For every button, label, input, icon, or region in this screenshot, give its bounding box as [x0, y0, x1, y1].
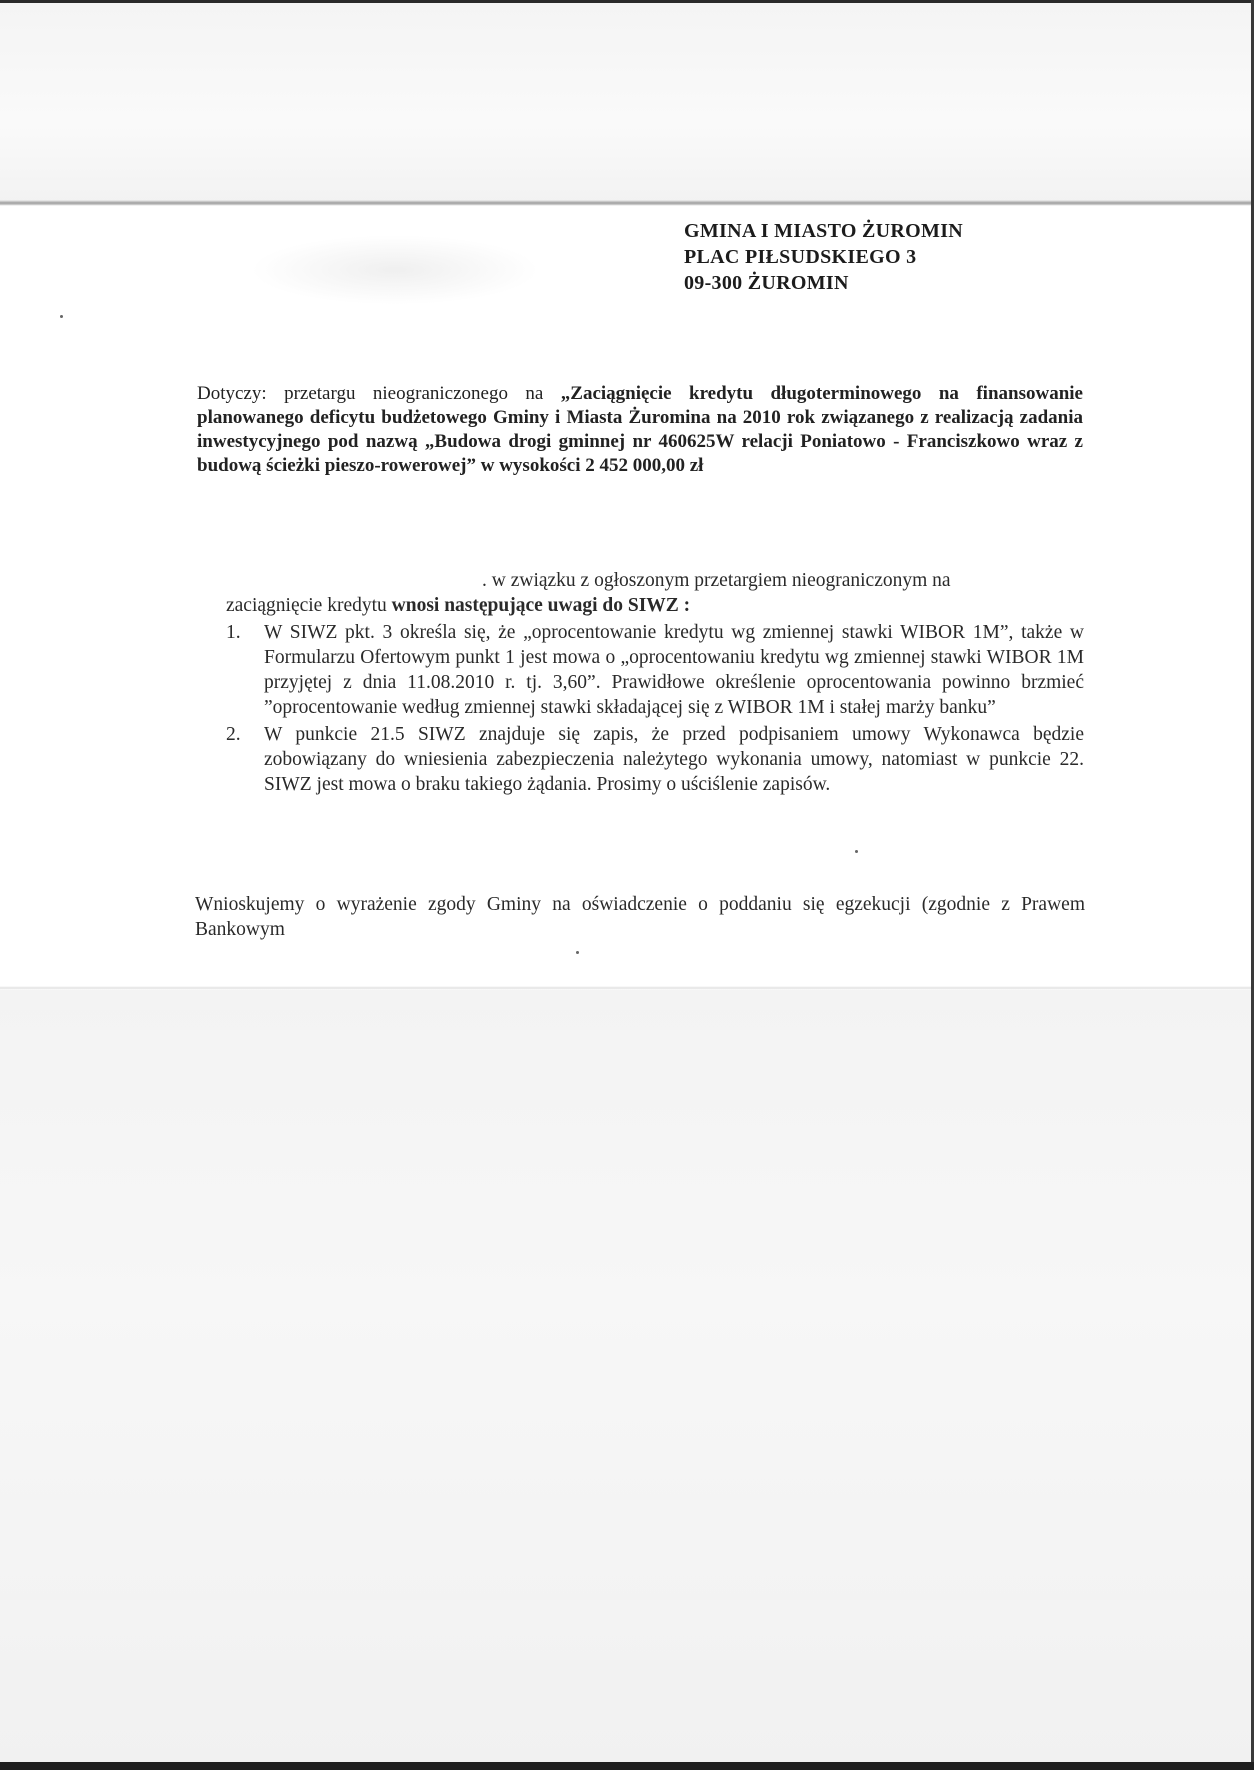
scan-top-shade [0, 0, 1254, 205]
intro-paragraph [226, 568, 1084, 618]
intro-line-2 [226, 593, 1084, 618]
intro-line-2-prefix: zaciągnięcie kredytu [226, 595, 392, 616]
remark-item [226, 620, 1084, 720]
remark-text: W punkcie 21.5 SIWZ znajduje się zapis, że przed podpisaniem umowy Wykonawca będzie zobowiązany do wniesienia zabezpieczenia należytego wykonania umowy, natomiast w punkcie 22. SIWZ jest mowa o braku takiego żądania. Prosimy o uściślenie zapisów. [264, 724, 1084, 795]
paper-fold-line [0, 200, 1254, 206]
request-paragraph: Wnioskujemy o wyrażenie zgody Gminy na oświadczenie o poddaniu się egzekucji (zgodnie z Prawem Bankowym [195, 894, 1085, 940]
recipient-address [684, 218, 963, 296]
subject-prefix: Dotyczy: przetargu nieograniczonego na [197, 383, 561, 404]
address-line-3: 09-300 ŻUROMIN [684, 272, 849, 294]
remark-number: 1. [226, 622, 241, 643]
remarks-list [226, 620, 1084, 797]
scan-edge-top [0, 0, 1254, 3]
intro-line-2-bold: wnosi następujące uwagi do SIWZ : [391, 595, 691, 616]
paper-fold-line-lower [0, 986, 1254, 990]
scan-speck [60, 315, 63, 318]
scan-speck [855, 850, 858, 853]
intro-line-1: . w związku z ogłoszonym przetargiem nieograniczonym na [482, 570, 951, 591]
subject-title: „Zaciągnięcie kredytu długoterminowego na finansowanie planowanego deficytu budżetowego Gminy i Miasta Żuromina na 2010 rok związanego z realizacją zadania inwestycyjnego pod nazwą „Budowa drogi gminnej nr 460625W relacji Poniatowo - Franciszkowo wraz z budową ścieżki pieszo-rowerowej” w wysokości 2 452 000,00 zł [197, 383, 1083, 476]
address-line-1: GMINA I MIASTO ŻUROMIN [684, 220, 964, 242]
address-line-2: PLAC PIŁSUDSKIEGO 3 [684, 246, 917, 268]
remark-item [226, 722, 1084, 797]
scan-edge-bottom [0, 1762, 1254, 1770]
subject-paragraph [197, 382, 1083, 478]
scan-bottom-shade [0, 990, 1254, 1770]
erased-sender-stamp [250, 235, 540, 305]
remark-number: 2. [226, 724, 241, 745]
scan-speck [576, 951, 579, 954]
remark-text: W SIWZ pkt. 3 określa się, że „oprocentowanie kredytu wg zmiennej stawki WIBOR 1M”, także w Formularzu Ofertowym punkt 1 jest mowa o „oprocentowaniu kredytu wg zmiennej stawki WIBOR 1M przyjętej z dnia 11.08.2010 r. tj. 3,60”. Prawidłowe określenie oprocentowania powinno brzmieć ”oprocentowanie według zmiennej stawki składającej się z WIBOR 1M i stałej marży banku” [264, 622, 1084, 718]
